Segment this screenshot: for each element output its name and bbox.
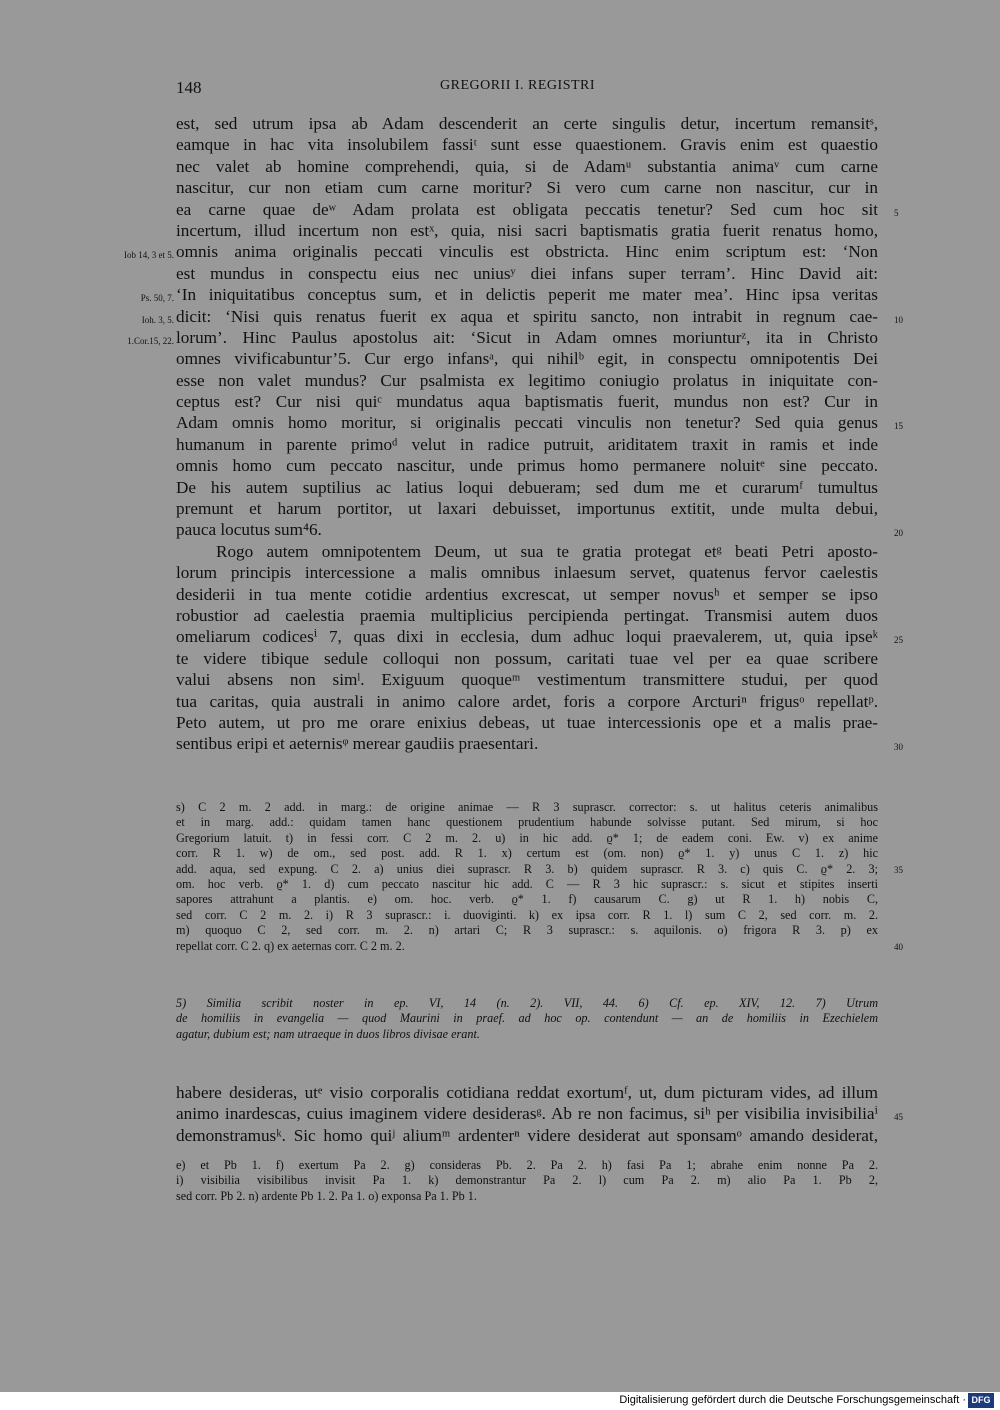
apparatus-line-text: m) quoquo C 2, sed corr. m. 2. n) artari C; R 3 suprascr.: s. aquilonis. o) frigora R 3. p) ex: [176, 923, 878, 938]
text-line: [176, 477, 878, 498]
text-line-text: est, sed utrum ipsa ab Adam descenderit an certe singulis detur, incertum remansitˢ,: [176, 114, 878, 133]
text-line-text: incertum, illud incertum non estˣ, quia, nisi sacri baptismatis gratia fuerit renatus homo,: [176, 220, 878, 240]
text-line: [176, 1125, 878, 1146]
line-number: 40: [894, 941, 903, 952]
text-line: [176, 626, 903, 647]
apparatus-line-text: s) C 2 m. 2 add. in marg.: de origine animae — R 3 suprascr. corrector: s. ut halitus ceteris animalibus: [176, 800, 878, 814]
running-title: GREGORII I. REGISTRI: [440, 78, 596, 93]
apparatus-line: [176, 861, 903, 877]
text-line-text: dicit: ‘Nisi quis renatus fuerit ex aqua et spiritu sancto, non intrabit in regnum cae-: [176, 306, 878, 326]
text-line: [176, 434, 878, 455]
apparatus-line-text: sed corr. C 2 m. 2. i) R 3 suprascr.: i. duoviginti. k) ex ipsa corr. R 1. l) sum C 2, sed corr. m. 2.: [176, 907, 878, 922]
text-line-text: omnis anima originalis peccati vinculis est obstricta. Hinc enim scriptum est: ‘Non: [176, 242, 878, 262]
apparatus-line: [176, 938, 903, 954]
text-line-text: sentibus eripi et aeternisᵠ merear gaudiis praesentari.: [176, 734, 539, 754]
apparatus-line-text: e) et Pb 1. f) exertum Pa 2. g) consideras Pb. 2. Pa 2. h) fasi Pa 1; abrahe enim nonne Pa 2.: [176, 1158, 878, 1172]
main-text-block: [124, 113, 903, 755]
text-line: [176, 156, 878, 177]
apparatus-line: [176, 908, 878, 923]
text-line: [141, 306, 903, 327]
text-line: [124, 241, 878, 262]
apparatus-line: [176, 1158, 878, 1173]
apparatus-line-text: i) visibilia visibilibus invisit Pa 1. k) demonstrantur Pa 2. l) cum Pa 2. m) alio Pa 1. Pb 2,: [176, 1173, 878, 1188]
apparatus-line-text: om. hoc verb. ϱ* 1. d) cum peccato nascitur hic add. C — R 3 hic suprascr.: s. sicut et stipites inserti: [176, 876, 878, 891]
text-line: [176, 391, 878, 412]
margin-reference: Iob 14, 3 et 5.: [124, 250, 174, 261]
commentary-line: [176, 1027, 878, 1042]
text-line-text: demonstramusᵏ. Sic homo quiʲ aliumᵐ ardenterⁿ videre desiderat aut sponsamᵒ amando desiderat,: [176, 1125, 878, 1145]
apparatus-line: [176, 846, 878, 861]
line-number: 30: [894, 742, 903, 753]
page-number: 148: [176, 78, 202, 97]
text-line: [176, 1082, 878, 1103]
apparatus-line: [176, 800, 878, 815]
text-line-text: ea carne quae deʷ Adam prolata est obligata peccatis tenetur? Sed cum hoc sit: [176, 199, 878, 219]
text-line-text: ceptus est? Cur nisi quiᶜ mundatus aqua baptismatis fuerit, mundus non est? Cur in: [176, 392, 878, 412]
commentary-line: [176, 1011, 878, 1026]
text-line: [176, 1103, 903, 1124]
text-line-text: animo inardescas, cuius imaginem videre desiderasᵍ. Ab re non facimus, siʰ per visibilia invisibiliaⁱ: [176, 1104, 878, 1124]
commentary-notes: [176, 996, 878, 1042]
text-line: [176, 220, 878, 241]
text-line: [176, 519, 903, 540]
text-line: [176, 348, 878, 369]
text-line: [176, 648, 878, 669]
text-line: [176, 177, 878, 198]
text-line-text: Rogo autem omnipotentem Deum, ut sua te gratia protegat etᵍ beati Petri aposto-: [216, 541, 878, 561]
funding-credit: Digitalisierung gefördert durch die Deutsche Forschungsgemeinschaft ·: [619, 1394, 966, 1406]
apparatus-line: [176, 892, 878, 907]
apparatus-line: [176, 1189, 878, 1204]
apparatus-line: [176, 831, 878, 846]
commentary-line-text: agatur, dubium est; nam utraeque in duos libros divisae erant.: [176, 1026, 480, 1041]
line-number: 10: [894, 314, 903, 325]
text-line: [176, 263, 878, 284]
text-line-text: habere desideras, utᵉ visio corporalis cotidiana reddat exortumᶠ, ut, dum picturam vides, ad illum: [176, 1083, 878, 1102]
text-line-text: est mundus in conspectu eius nec uniusʸ diei infans super terram’. Hinc David ait:: [176, 263, 878, 283]
line-number: 45: [894, 1112, 903, 1123]
text-line-text: robustior ad caelestia praemia multiplicius percipienda pertingat. Transmisi autem duos: [176, 605, 878, 625]
text-line-text: desiderii in tua mente cotidie ardentius excrescat, ut semper novusʰ et semper se ipso: [176, 584, 878, 604]
text-line-text: esse non valet mundus? Cur psalmista ex legitimo coniugio prolatus in iniquitate con-: [176, 370, 878, 390]
text-line: [176, 584, 878, 605]
margin-reference: Ioh. 3, 5.: [141, 314, 174, 325]
line-number: 15: [894, 421, 903, 432]
text-line: [176, 669, 878, 690]
line-number: 20: [894, 528, 903, 539]
apparatus-line-text: et in marg. add.: quidam tamen hanc questionem prudentium habunde solvisse putant. Sed mirum, si hoc: [176, 815, 878, 830]
text-line-text: pauca locutus sum⁴6.: [176, 520, 322, 540]
text-line-text: ‘In iniquitatibus conceptus sum, et in delictis peperit me mater mea’. Hinc ipsa veritas: [176, 285, 878, 305]
second-text-block: [176, 1082, 903, 1146]
text-line: [176, 498, 878, 519]
text-line: [176, 455, 878, 476]
apparatus-line-text: add. aqua, sed expung. C 2. a) unius diei suprascr. R 3. b) quidem suprascr. R 3. c) quis C. ϱ* 2. 3;: [176, 861, 878, 876]
text-line: [176, 113, 878, 134]
text-line-text: humanum in parente primoᵈ velut in radice putruit, ariditatem traxit in ramis et inde: [176, 434, 878, 454]
apparatus-line-text: sapores attrahunt a plantis. e) om. hoc. verb. ϱ* 1. f) causarum C. g) ut R 1. h) nobis C,: [176, 892, 878, 907]
dfg-logo: DFG: [968, 1393, 994, 1408]
commentary-line-text: 5) Similia scribit noster in ep. VI, 14 (n. 2). VII, 44. 6) Cf. ep. XIV, 12. 7) Utrum: [176, 996, 878, 1010]
apparatus-line: [176, 877, 878, 892]
margin-reference: 1.Cor.15, 22.: [127, 335, 174, 346]
apparatus-line-text: corr. R 1. w) de om., sed post. add. R 1. x) certum est (om. non) ϱ* 1. y) unus C 1. z) hic: [176, 846, 878, 861]
text-line-text: tua caritas, quia australi in animo calore ardet, foris a corpore Arcturiⁿ frigusᵒ repellatᵖ.: [176, 691, 878, 711]
apparatus-line-text: sed corr. Pb 2. n) ardente Pb 1. 2. Pa 1. o) exponsa Pa 1. Pb 1.: [176, 1188, 477, 1203]
commentary-line: [176, 996, 878, 1011]
text-line-text: omnes vivificabuntur’5. Cur ergo infansᵃ, qui nihilᵇ egit, in conspectu omnipotentis Dei: [176, 349, 878, 369]
text-line-text: nec valet ab homine comprehendi, quia, si de Adamᵘ substantia animaᵛ cum carne: [176, 156, 878, 176]
text-line: [176, 541, 878, 562]
text-line-text: De his autem suptilius ac latius loqui debueram; sed dum me et curarumᶠ tumultus: [176, 477, 878, 497]
line-number: 35: [894, 864, 903, 875]
text-line: [176, 712, 878, 733]
text-line-text: eamque in hac vita insolubilem fassiᵗ sunt esse quaestionem. Gravis enim est quaestio: [176, 135, 878, 155]
text-line: [176, 199, 899, 220]
line-number: 25: [894, 635, 903, 646]
text-line-text: omeliarum codicesⁱ 7, quas dixi in ecclesia, dum adhuc loqui praevalerem, ut, quia ipseᵏ: [176, 627, 878, 647]
apparatus-line: [176, 815, 878, 830]
text-line-text: valui absens non simˡ. Exiguum quoqueᵐ vestimentum transmittere studui, per quod: [176, 670, 878, 690]
text-line: [176, 733, 903, 754]
apparatus-line-text: repellat corr. C 2. q) ex aeternas corr. C 2 m. 2.: [176, 938, 405, 953]
apparatus-line-text: Gregorium latuit. t) in fessi corr. C 2 m. 2. u) in hic add. ϱ* 1; de eadem coni. Ew. v) ex anime: [176, 830, 878, 845]
text-line: [176, 412, 903, 433]
text-line: [127, 327, 878, 348]
text-line-text: omnis homo cum peccato nascitur, unde primus homo permanere noluitᵉ sine peccato.: [176, 456, 878, 476]
text-line: [140, 284, 878, 305]
page-header: [0, 78, 1000, 102]
text-line-text: te videre tibique sedule colloqui non possum, caritati tuae vel per ea quae scribere: [176, 648, 878, 668]
text-line: [176, 370, 878, 391]
margin-reference: Ps. 50, 7.: [140, 293, 174, 304]
text-line-text: lorum principis intercessione a malis omnibus inlaesum servet, quatenus fervor caelestis: [176, 563, 878, 583]
text-line-text: lorum’. Hinc Paulus apostolus ait: ‘Sicut in Adam omnes moriunturᶻ, ita in Christo: [176, 327, 878, 347]
text-line: [176, 691, 878, 712]
text-line-text: nascitur, cur non etiam cum carne moritur? Si vero cum carne non nascitur, cur in: [176, 178, 878, 198]
text-line-text: premunt et harum portitor, ut laxari debuisset, importunus extitit, unde multa debui,: [176, 499, 878, 519]
apparatus-line: [176, 923, 878, 938]
footer-bar: [0, 1392, 1000, 1410]
text-line: [176, 605, 878, 626]
commentary-line-text: de homiliis in evangelia — quod Maurini in praef. ad hoc op. contendunt — an de homiliis in Ezechielem: [176, 1011, 878, 1026]
text-line: [176, 134, 878, 155]
apparatus-line: [176, 1173, 878, 1188]
second-apparatus: [176, 1158, 878, 1204]
critical-apparatus: [176, 800, 903, 954]
text-line-text: Peto autem, ut pro me orare enixius debeas, ut tuae intercessionis ope et a malis prae-: [176, 712, 878, 732]
text-line: [176, 562, 878, 583]
text-line-text: Adam omnis homo moritur, si originalis peccati vinculis non tenetur? Sed quia genus: [176, 413, 878, 433]
line-number: 5: [894, 207, 899, 218]
